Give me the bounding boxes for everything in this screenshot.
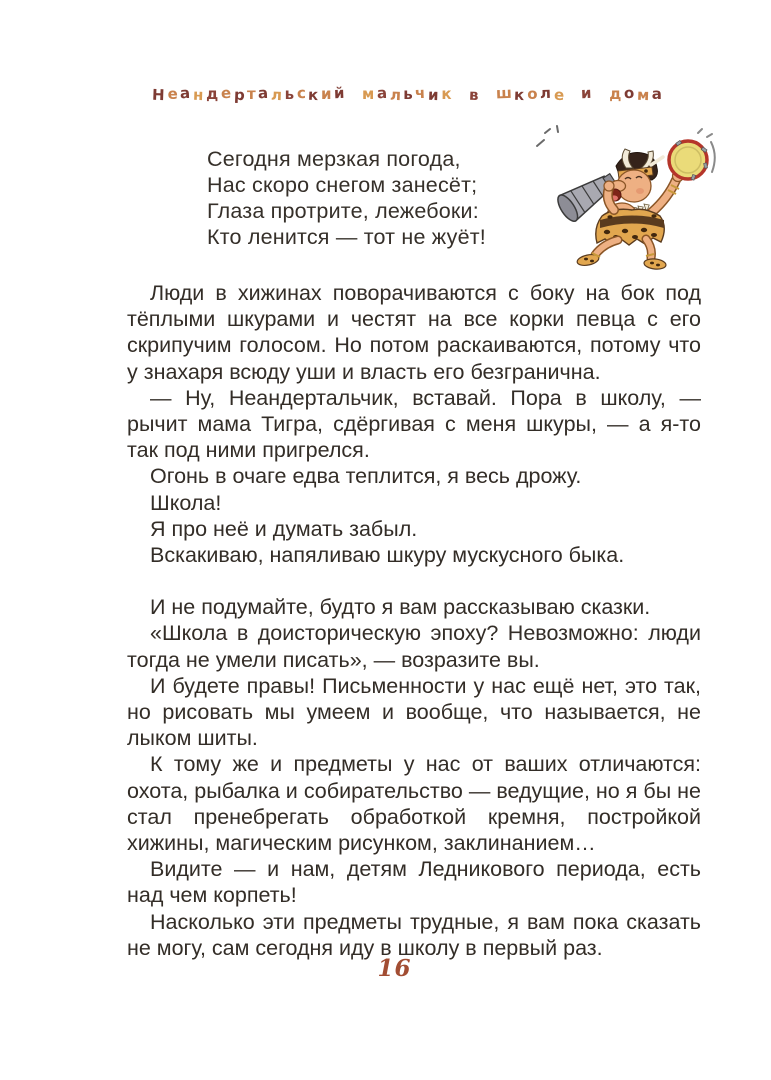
paragraph: Вскакиваю, напяливаю шкуру мускусного быка. (150, 543, 625, 568)
poem-line: Сегодня мерзкая погода, (207, 147, 461, 171)
paragraph: И не подумайте, будто я вам рассказываю сказки. (150, 595, 651, 620)
body-text (127, 280, 701, 961)
paragraph: Огонь в очаге едва теплится, я весь дрожу. (150, 464, 582, 489)
poem-stanza (207, 146, 486, 250)
poem-line: Нас скоро снегом занесёт; (207, 173, 478, 197)
poem-line: Кто ленится — тот не жуёт! (207, 225, 486, 249)
paragraph: «Школа в доисторическую эпоху? Невозможно: люди тогда не умели писать», — возразите вы. (127, 621, 701, 672)
page-number: 16 (377, 955, 412, 982)
caveman-head (609, 149, 663, 202)
paragraph: Я про неё и думать забыл. (150, 516, 418, 541)
leopard-tunic (596, 209, 664, 245)
paragraph: Школа! (150, 490, 222, 515)
paragraph: К тому же и предметы у нас от ваших отличаются: охота, рыбалка и собирательство — ведущие, но я бы не стал пренебрегать обработкой кремня, постройкой хижины, магическим рисунком, заклинанием… (127, 752, 701, 856)
legs-and-feet (576, 239, 666, 270)
horn-arm (604, 181, 614, 210)
running-head-title: Неандертальский мальчик в школе и дома (152, 83, 665, 105)
motion-marks-icon (537, 126, 558, 146)
paragraph: Люди в хижинах поворачиваются с боку на бок под тёплыми шкурами и честят на все корки певца с его скрипучим голосом. Но потом раскаиваются, потому что у знахаря всюду уши и власть его безгранична. (127, 281, 701, 384)
paragraph: Видите — и нам, детям Ледникового периода, есть над чем корпеть! (127, 857, 701, 908)
poem-line: Глаза протрите, лежебоки: (207, 199, 479, 223)
paragraph: — Ну, Неандертальчик, вставай. Пора в школу, — рычит мама Тигра, сдёргивая с меня шкуры, — а я-то так под ними пригрелся. (127, 385, 701, 463)
tambourine-icon (669, 129, 715, 180)
paragraph: И будете правы! Письменности у нас ещё нет, это так, но рисовать мы умеем и вообще, что называется, не лыком шиты. (127, 673, 701, 751)
caveman-horn-tambourine-illustration (530, 124, 716, 270)
paragraph: Насколько эти предметы трудные, я вам пока сказать не могу, сам сегодня иду в школу в первый раз. (127, 909, 701, 960)
